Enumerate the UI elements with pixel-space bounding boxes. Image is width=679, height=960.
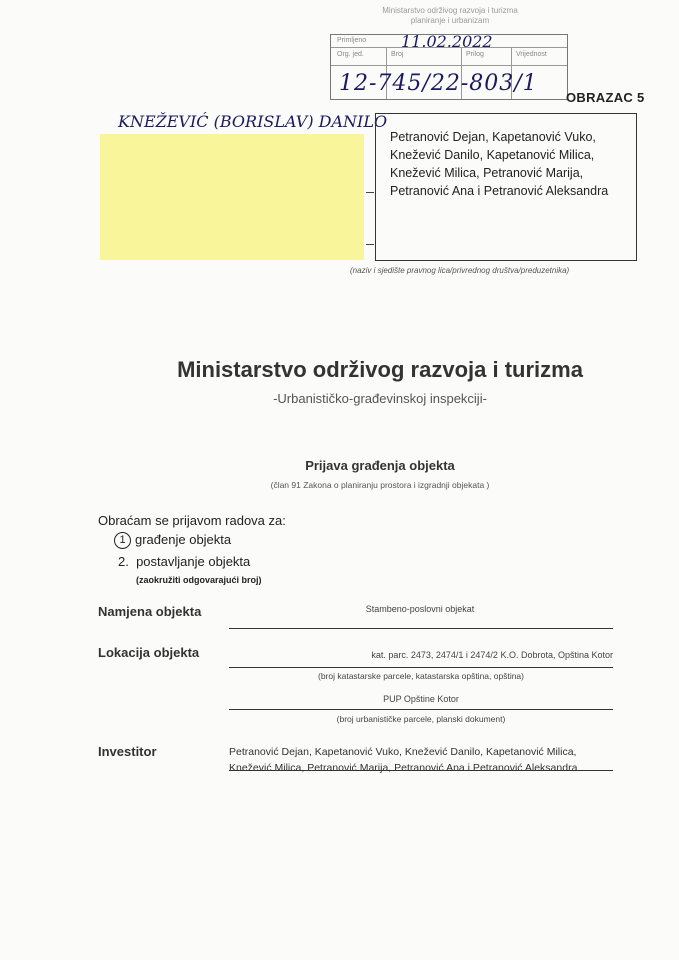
purpose-label: Namjena objekta (98, 604, 202, 619)
investor-label: Investitor (98, 744, 157, 759)
form-title: Prijava građenja objekta (305, 458, 455, 473)
location-hint-1: (broj katastarske parcele, katastarska opština, opština) (318, 671, 524, 681)
location-underline (229, 667, 613, 668)
form-tick (366, 244, 374, 245)
legal-basis: (član 91 Zakona o planiranju prostora i izgradnji objekata ) (270, 480, 490, 490)
location-label: Lokacija objekta (98, 645, 200, 660)
location-hint-2: (broj urbanističke parcele, planski dokument) (336, 714, 506, 724)
location-plan-underline (229, 709, 613, 710)
option-label: građenje objekta (135, 532, 232, 547)
purpose-value: Stambeno-poslovni objekat (365, 604, 475, 614)
investor-box-text: Petranović Dejan, Kapetanović Vuko, Knežević Danilo, Kapetanović Milica, Knežević Milica, Petranović Marija, Petranović Ana i Petranović Aleksandra (390, 130, 609, 198)
stamp-header-line2: planiranje i urbanizam (410, 16, 490, 25)
option-label: postavljanje objekta (136, 554, 251, 569)
option-number-circled: 1 (114, 532, 131, 549)
form-code: OBRAZAC 5 (566, 90, 645, 105)
registry-stamp (330, 34, 568, 100)
applicant-handwritten-name: KNEŽEVIĆ (BORISLAV) DANILO (118, 112, 388, 131)
stamp-label-primljeno: Primljeno (337, 37, 367, 44)
options-note: (zaokružiti odgovarajući broj) (136, 575, 262, 585)
location-plan-value: PUP Opštine Kotor (383, 694, 459, 704)
request-intro: Obraćam se prijavom radova za: (98, 513, 286, 528)
investor-underline (229, 770, 613, 771)
option-1 (114, 532, 231, 549)
investor-box (375, 113, 637, 261)
ministry-department: -Urbanističko-građevinskoj inspekciji- (273, 391, 487, 406)
option-number: 2. (118, 554, 129, 569)
stamp-header (330, 6, 570, 26)
stamp-label-prilog: Prilog (466, 51, 484, 58)
stamp-header-line1: Ministarstvo održivog razvoja i turizma (382, 6, 518, 15)
location-value: kat. parc. 2473, 2474/1 i 2474/2 K.O. Dobrota, Opština Kotor (371, 650, 613, 660)
investor-box-caption: (naziv i sjedište pravnog lica/privrednog društva/preduzetnika) (350, 266, 570, 275)
investor-value: Petranović Dejan, Kapetanović Vuko, Knežević Danilo, Kapetanović Milica, Knežević Milica, Petranović Marija, Petranović Ana i Petranović Aleksandra (229, 746, 578, 774)
purpose-underline (229, 628, 613, 629)
stamp-label-org-jed: Org. jed. (337, 51, 364, 58)
option-2 (118, 554, 250, 569)
redaction-block (100, 134, 364, 260)
stamp-label-vrijednost: Vrijednost (516, 51, 547, 58)
stamp-number: 12-745/22-803/1 (339, 71, 538, 96)
stamp-date: 11.02.2022 (401, 32, 493, 51)
form-tick (366, 192, 374, 193)
ministry-name: Ministarstvo održivog razvoja i turizma (177, 357, 583, 382)
stamp-label-broj: Broj (391, 51, 404, 58)
